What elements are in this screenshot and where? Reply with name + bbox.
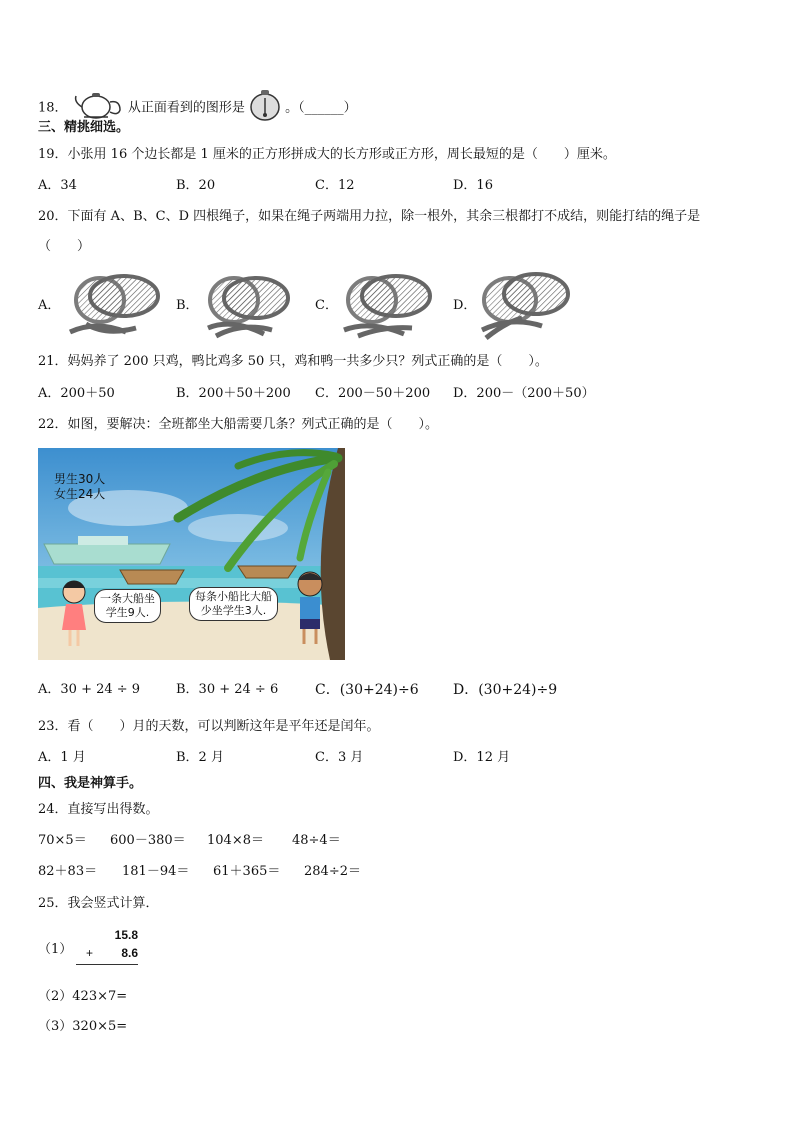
question-18-answer-blank[interactable]: 。（______） xyxy=(285,100,357,116)
beach-scene-image xyxy=(38,448,345,660)
q19-option-c[interactable]: C．12 xyxy=(315,178,355,193)
addend-bottom: 8.6 xyxy=(121,946,138,960)
question-19-text: 19．小张用 16 个边长都是 1 厘米的正方形拼成大的长方形或正方形，周长最短的是（ ）厘米。 xyxy=(38,147,616,162)
boy-bubble-line2: 少坐学生3人. xyxy=(200,604,267,617)
addend-bottom-row xyxy=(76,944,138,965)
q22-option-b[interactable]: B．30 + 24 ÷ 6 xyxy=(176,682,279,697)
q22-option-d[interactable]: D．(30+24)÷9 xyxy=(453,682,558,698)
teapot-front-icon xyxy=(249,88,281,128)
vertical-addition xyxy=(76,926,138,965)
q22-option-c[interactable]: C．(30+24)÷6 xyxy=(315,682,419,698)
calc-item: 181－94＝ xyxy=(122,864,190,879)
q21-option-b[interactable]: B．200＋50＋200 xyxy=(176,386,291,401)
q23-option-d[interactable]: D．12 月 xyxy=(453,750,511,765)
q19-option-a[interactable]: A．34 xyxy=(38,178,77,193)
question-25-text: 25．我会竖式计算． xyxy=(38,896,159,911)
q23-option-a[interactable]: A．1 月 xyxy=(38,750,86,765)
section-4-heading: 四、我是神算手。 xyxy=(38,776,143,791)
question-24-text: 24．直接写出得数。 xyxy=(38,802,159,817)
calc-item: 61＋365＝ xyxy=(213,864,281,879)
question-21-text: 21．妈妈养了 200 只鸡，鸭比鸡多 50 只，鸡和鸭一共多少只？列式正确的是（ ）。 xyxy=(38,354,548,369)
q19-option-d[interactable]: D．16 xyxy=(453,178,493,193)
girl-bubble-line2: 学生9人. xyxy=(105,606,150,619)
calc-item: 70×5＝ xyxy=(38,833,87,848)
q20-option-b-label[interactable]: B． xyxy=(176,298,199,313)
addend-top: 15.8 xyxy=(114,928,138,942)
plus-sign: + xyxy=(86,946,94,960)
q19-option-b[interactable]: B．20 xyxy=(176,178,216,193)
calc-item: 600－380＝ xyxy=(110,833,186,848)
girl-bubble-line1: 一条大船坐 xyxy=(100,592,155,605)
scene-student-counts xyxy=(54,472,105,502)
q21-option-d[interactable]: D．200－（200＋50） xyxy=(453,386,595,401)
question-22-text: 22．如图，要解决：全班都坐大船需要几条？列式正确的是（ ）。 xyxy=(38,417,439,432)
q20-option-a-label[interactable]: A． xyxy=(38,298,61,313)
rope-b-image xyxy=(202,270,294,342)
q22-option-a[interactable]: A．30 + 24 ÷ 9 xyxy=(38,682,141,697)
calc-item: 284÷2＝ xyxy=(304,864,361,879)
q25-part1-label: （1） xyxy=(38,942,73,957)
question-18-text: 从正面看到的图形是 xyxy=(127,100,245,116)
calc-item: 104×8＝ xyxy=(207,833,264,848)
q23-option-b[interactable]: B．2 月 xyxy=(176,750,224,765)
boy-bubble-line1: 每条小船比大船 xyxy=(195,590,272,603)
calc-item: 48÷4＝ xyxy=(292,833,341,848)
question-20-text-line1: 20．下面有 A、B、C、D 四根绳子，如果在绳子两端用力拉，除一根外，其余三根都打不成结，则能打结的绳子是 xyxy=(38,209,701,224)
boys-count-label: 男生30人 xyxy=(54,472,106,486)
q25-part3: （3）320×5= xyxy=(38,1019,128,1034)
rope-c-image xyxy=(340,270,434,342)
q20-option-d-label[interactable]: D． xyxy=(453,298,477,313)
q21-option-a[interactable]: A．200＋50 xyxy=(38,386,115,401)
calc-item: 82＋83＝ xyxy=(38,864,98,879)
q25-part2: （2）423×7= xyxy=(38,989,128,1004)
section-3-heading: 三、精挑细选。 xyxy=(38,120,130,135)
rope-d-image xyxy=(476,268,572,342)
rope-a-image xyxy=(66,270,162,342)
q20-option-c-label[interactable]: C． xyxy=(315,298,338,313)
question-20-text-line2: （ ） xyxy=(38,239,91,254)
girls-count-label: 女生24人 xyxy=(54,487,106,501)
q21-option-c[interactable]: C．200－50＋200 xyxy=(315,386,431,401)
boy-speech-bubble xyxy=(189,587,278,621)
q23-option-c[interactable]: C．3 月 xyxy=(315,750,364,765)
question-23-text: 23．看（ ）月的天数，可以判断这年是平年还是闰年。 xyxy=(38,719,380,734)
question-18-number: 18． xyxy=(38,100,68,116)
girl-speech-bubble xyxy=(94,589,161,623)
